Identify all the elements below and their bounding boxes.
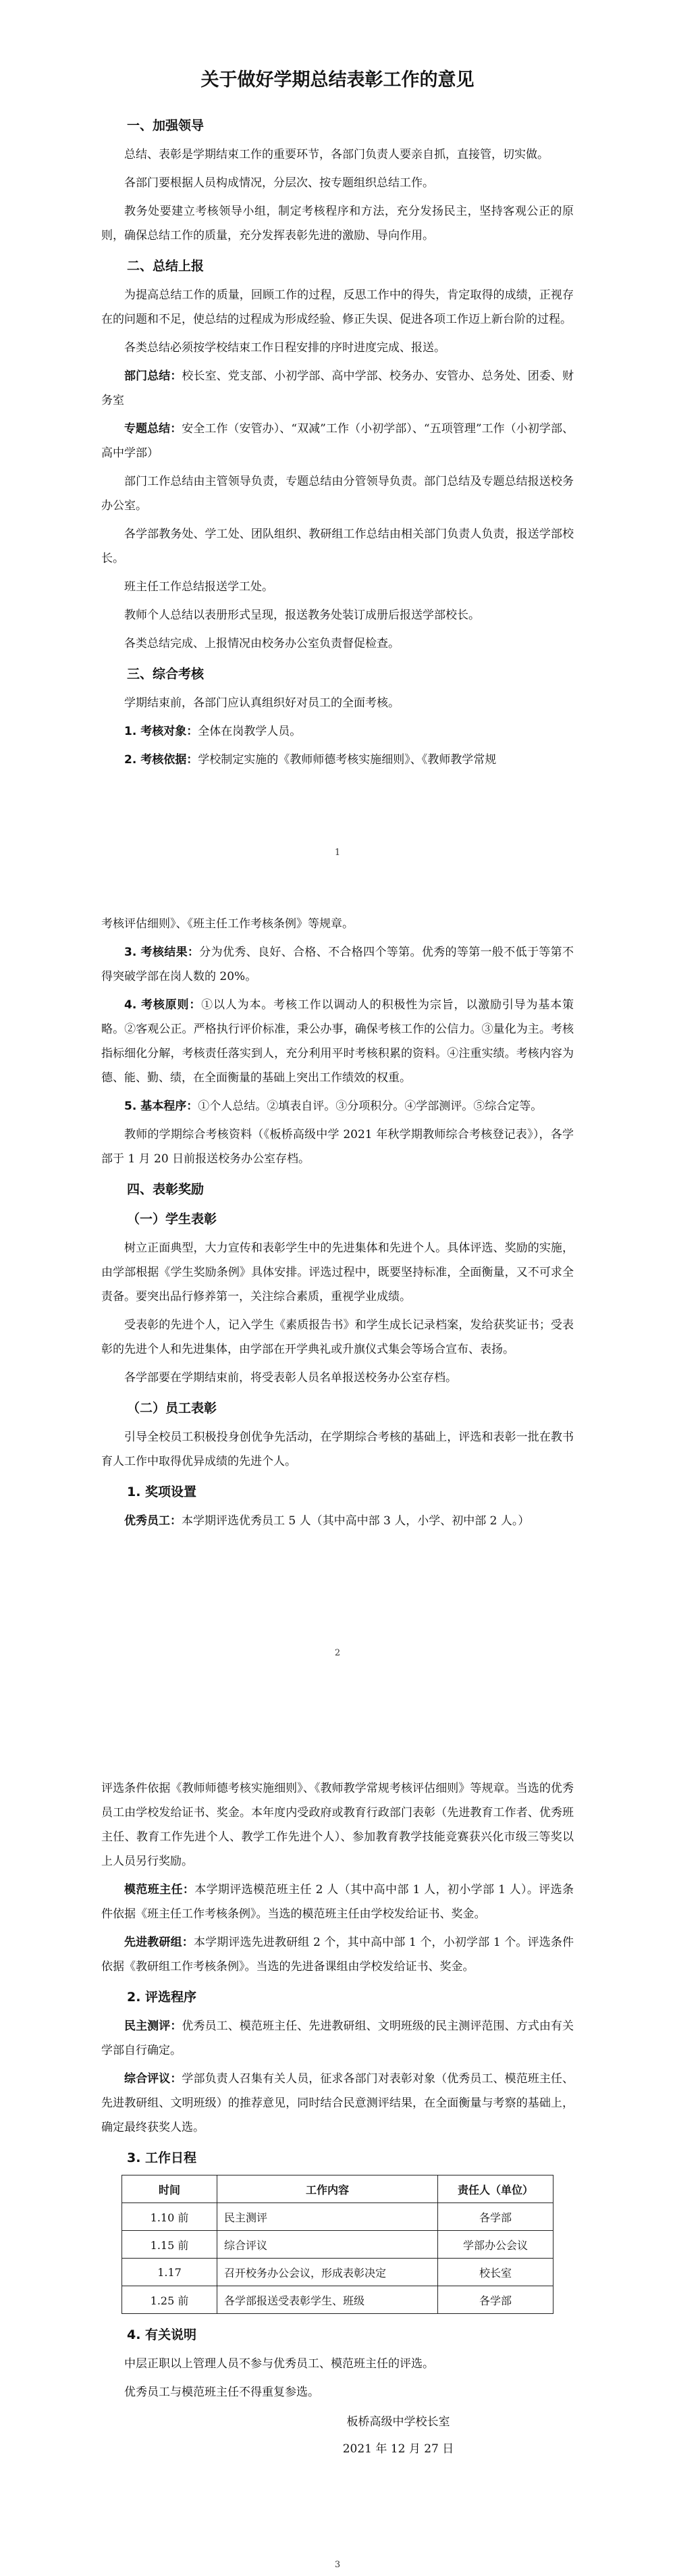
s2-paragraph-2: 各类总结必须按学校结束工作日程安排的序时进度完成、报送。 <box>124 341 446 355</box>
schedule-cell-owner: 学部办公会议 <box>438 2231 554 2259</box>
schedule-header-time: 时间 <box>122 2175 217 2203</box>
schedule-cell-content: 综合评议 <box>217 2231 438 2259</box>
s3-item-5-lead: 5. 基本程序： <box>124 1100 198 1113</box>
s4-award-outstanding-staff-continued: 评选条件依据《教师师德考核实施细则》、《教师教学常规考核评估细则》等规章。当选的优秀员工由学校发给证书、奖金。本年度内受政府或教育行政部门表彰（先进教育工作者、优秀班主任、教育工作先进个人、教学工作先进个人）、参加教育教学技能竞赛获兴化市级三等奖以上人员另行奖励。 <box>101 1782 574 1868</box>
s3-item-4 <box>101 993 574 1090</box>
s4-staff-paragraph-1: 引导全校员工积极投身创优争先活动，在学期综合考核的基础上，评选和表彰一批在教书育人工作中取得优异成绩的先进个人。 <box>101 1431 574 1468</box>
s4-procedure-democratic <box>101 2014 574 2063</box>
s2-paragraph-1: 为提高总结工作的质量，回顾工作的过程，反思工作中的得失，肯定取得的成绩，正视存在的问题和不足，使总结的过程成为形成经验、修正失误、促进各项工作迈上新台阶的过程。 <box>101 288 574 326</box>
s3-item-4-lead: 4. 考核原则： <box>124 998 202 1012</box>
schedule-cell-time: 1.25 前 <box>122 2286 217 2314</box>
s4-award-research-group <box>101 1930 574 1979</box>
schedule-cell-content: 召开校务办公会议，形成表彰决定 <box>217 2259 438 2286</box>
s2-paragraph-9: 各类总结完成、上报情况由校务办公室负责督促检查。 <box>124 637 400 650</box>
section-4-heading: 四、表彰奖励 <box>127 1182 205 1197</box>
s1-paragraph-2: 各部门要根据人员构成情况，分层次、按专题组织总结工作。 <box>124 176 434 190</box>
s3-item-2-lead: 2. 考核依据： <box>124 753 198 767</box>
page-number-2: 2 <box>334 1648 341 1658</box>
signature-date: 2021 年 12 月 27 日 <box>342 2442 454 2456</box>
s2-paragraph-5: 部门工作总结由主管领导负责，专题总结由分管领导负责。部门总结及专题总结报送校务办公室。 <box>101 475 574 513</box>
s4-procedure-review-text: 学部负责人召集有关人员，征求各部门对表彰对象（优秀员工、模范班主任、先进教研组、文明班级）的推荐意见，同时结合民意测评结果，在全面衡量与考察的基础上，确定最终获奖人选。 <box>101 2072 574 2134</box>
section-2-heading: 二、总结上报 <box>127 259 205 274</box>
s3-item-2-text: 学校制定实施的《教师师德考核实施细则》、《教师教学常规 <box>198 753 497 767</box>
s2-department-summary-text: 校长室、党支部、小初学部、高中学部、校务办、安管办、总务处、团委、财务室 <box>101 369 574 407</box>
page-2-content <box>101 912 574 1537</box>
page-number-3: 3 <box>334 2560 341 2570</box>
s4-award-model-teacher-text: 本学期评选模范班主任 2 人（其中高中部 1 人，初小学部 1 人）。评选条件依据《班主任工作考核条例》。当选的模范班主任由学校发给证书、奖金。 <box>101 1883 574 1921</box>
page-3-content <box>101 1776 574 2463</box>
s4-procedure-review <box>101 2067 574 2140</box>
s4-students-paragraph-1: 树立正面典型，大力宣传和表彰学生中的先进集体和先进个人。具体评选、奖励的实施，由学部根据《学生奖励条例》具体安排。评选过程中，既要坚持标准，全面衡量，又不可求全责备。要突出品行修养第一，关注综合素质，重视学业成绩。 <box>101 1241 574 1304</box>
schedule-cell-owner: 各学部 <box>438 2286 554 2314</box>
s3-item-4-text: ①以人为本。考核工作以调动人的积极性为宗旨，以激励引导为基本策略。②客观公正。严格执行评价标准，秉公办事，确保考核工作的公信力。③量化为主。考核指标细化分解，考核责任落实到人，充分利用平时考核积累的资料。④注重实绩。考核内容为德、能、勤、绩，在全面衡量的基础上突出工作绩效的权重。 <box>101 998 574 1085</box>
s3-paragraph-after: 教师的学期综合考核资料（《板桥高级中学 2021 年秋学期教师综合考核登记表》），各学部于 1 月 20 日前报送校务办公室存档。 <box>101 1128 574 1166</box>
s2-paragraph-7: 班主任工作总结报送学工处。 <box>124 580 273 594</box>
s3-paragraph-1: 学期结束前，各部门应认真组织好对员工的全面考核。 <box>124 696 400 710</box>
s2-topic-summary-lead: 专题总结： <box>124 422 182 436</box>
s2-paragraph-8: 教师个人总结以表册形式呈现，报送教务处装订成册后报送学部校长。 <box>124 609 480 622</box>
s4-procedure-democratic-lead: 民主测评： <box>124 2019 182 2033</box>
s4-note-2: 优秀员工与模范班主任不得重复参选。 <box>124 2386 319 2399</box>
s4-notes-heading: 4. 有关说明 <box>127 2327 197 2342</box>
s4-schedule-heading: 3. 工作日程 <box>127 2150 197 2165</box>
schedule-header-content: 工作内容 <box>217 2175 438 2203</box>
s2-topic-summary <box>101 417 574 465</box>
s3-item-2 <box>101 748 574 772</box>
schedule-cell-owner: 校长室 <box>438 2259 554 2286</box>
schedule-table <box>122 2175 554 2314</box>
s3-item-3 <box>101 940 574 989</box>
s1-paragraph-3: 教务处要建立考核领导小组，制定考核程序和方法，充分发扬民主，坚持客观公正的原则，确保总结工作的质量，充分发挥表彰先进的激励、导向作用。 <box>101 205 574 242</box>
s3-item-5 <box>101 1094 574 1118</box>
s2-topic-summary-text: 安全工作（安管办）、“双减”工作（小初学部）、“五项管理”工作（小初学部、高中学部） <box>101 422 574 460</box>
s4-subheading-students: （一）学生表彰 <box>127 1212 217 1227</box>
schedule-header-owner: 责任人（单位） <box>438 2175 554 2203</box>
s4-awards-heading: 1. 奖项设置 <box>127 1485 197 1499</box>
schedule-cell-time: 1.10 前 <box>122 2203 217 2231</box>
s3-item-1-text: 全体在岗教学人员。 <box>198 725 302 738</box>
s4-procedure-heading: 2. 评选程序 <box>127 1990 197 2005</box>
table-row <box>122 2286 554 2314</box>
s3-item-1-lead: 1. 考核对象： <box>124 725 198 738</box>
schedule-cell-time: 1.15 前 <box>122 2231 217 2259</box>
section-1-heading: 一、加强领导 <box>127 118 205 133</box>
s3-item-5-text: ①个人总结。②填表自评。③分项积分。④学部测评。⑤综合定等。 <box>198 1100 543 1113</box>
s4-award-outstanding-staff-text: 本学期评选优秀员工 5 人（其中高中部 3 人，小学、初中部 2 人。） <box>182 1514 530 1528</box>
table-row <box>122 2203 554 2231</box>
s3-item-3-text: 分为优秀、良好、合格、不合格四个等第。优秀的等第一般不低于等第不得突破学部在岗人数的 20%。 <box>101 946 574 983</box>
schedule-cell-time: 1.17 <box>122 2259 217 2286</box>
schedule-cell-content: 民主测评 <box>217 2203 438 2231</box>
s4-award-outstanding-staff <box>101 1509 574 1533</box>
s4-students-paragraph-2: 受表彰的先进个人，记入学生《素质报告书》和学生成长记录档案，发给获奖证书；受表彰的先进个人和先进集体，由学部在开学典礼或升旗仪式集会等场合宣布、表扬。 <box>101 1318 574 1356</box>
page-2 <box>0 865 675 1729</box>
table-row <box>122 2231 554 2259</box>
s2-department-summary-lead: 部门总结： <box>124 369 182 383</box>
schedule-cell-owner: 各学部 <box>438 2203 554 2231</box>
document-title: 关于做好学期总结表彰工作的意见 <box>200 70 475 91</box>
section-3-heading: 三、综合考核 <box>127 667 205 681</box>
s1-paragraph-1: 总结、表彰是学期结束工作的重要环节，各部门负责人要亲自抓，直接管，切实做。 <box>124 148 549 161</box>
table-row <box>122 2259 554 2286</box>
page-1 <box>0 0 675 865</box>
s3-item-3-lead: 3. 考核结果： <box>124 946 200 959</box>
s3-item-2-continued: 考核评估细则》、《班主任工作考核条例》等规章。 <box>101 917 354 931</box>
s4-award-research-group-lead: 先进教研组： <box>124 1936 194 1949</box>
s3-item-1 <box>101 719 574 744</box>
s4-award-research-group-text: 本学期评选先进教研组 2 个，其中高中部 1 个，小初学部 1 个。评选条件依据《教研组工作考核条例》。当选的先进备课组由学校发给证书、奖金。 <box>101 1936 574 1974</box>
s4-students-paragraph-3: 各学部要在学期结束前，将受表彰人员名单报送校务办公室存档。 <box>124 1371 457 1385</box>
schedule-cell-content: 各学部报送受表彰学生、班级 <box>217 2286 438 2314</box>
s2-paragraph-6: 各学部教务处、学工处、团队组织、教研组工作总结由相关部门负责人负责，报送学部校长。 <box>101 527 574 565</box>
s4-procedure-review-lead: 综合评议： <box>124 2072 182 2086</box>
s2-department-summary <box>101 364 574 413</box>
schedule-table-header-row <box>122 2175 554 2203</box>
s4-procedure-democratic-text: 优秀员工、模范班主任、先进教研组、文明班级的民主测评范围、方式由有关学部自行确定。 <box>101 2019 574 2057</box>
signature-org: 板桥高级中学校长室 <box>346 2415 450 2429</box>
s4-award-outstanding-staff-lead: 优秀员工： <box>124 1514 182 1528</box>
s4-award-model-teacher <box>101 1878 574 1926</box>
page-number-1: 1 <box>334 848 341 858</box>
s4-award-model-teacher-lead: 模范班主任： <box>124 1883 195 1897</box>
s4-note-1: 中层正职以上管理人员不参与优秀员工、模范班主任的评选。 <box>124 2357 434 2371</box>
page-3 <box>0 1729 675 2576</box>
s4-subheading-staff: （二）员工表彰 <box>127 1401 217 1416</box>
page-1-content <box>101 65 574 776</box>
